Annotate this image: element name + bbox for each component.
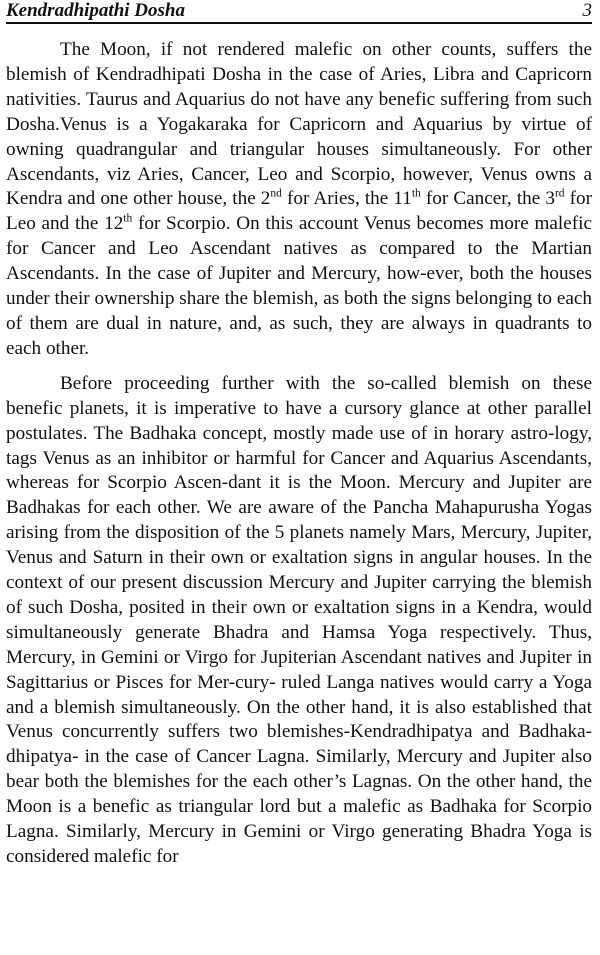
ordinal-superscript: th: [411, 188, 421, 201]
ordinal-superscript: rd: [554, 188, 565, 201]
page-number: 3: [582, 0, 592, 21]
body-text: [6, 38, 592, 870]
paragraph-text: for Scorpio. On this account Venus becomes more malefic for Cancer and Leo Ascendant natives as compared to the Martian Ascendants. In the case of Jupiter and Mercury, how-ever, both the houses under their ownership share the blemish, as both the signs belonging to each of them are dual in nature, and, as such, they are always in quadrants to each other.: [6, 213, 592, 359]
body-paragraph-1: [6, 38, 592, 362]
paragraph-text: Before proceeding further with the so-called blemish on these benefic planets, it is imperative to have a cursory glance at other parallel postulates. The Badhaka concept, mostly made use of in horary astro-logy, tags Venus as an inhibitor or harmful for Cancer and Aquarius Ascendants, whereas for Scorpio Ascen-dant it is the Moon. Mercury and Jupiter are Badhakas for each other. We are aware of the Pancha Mahapurusha Yogas arising from the disposition of the 5 planets namely Mars, Mercury, Jupiter, Venus and Saturn in their own or exaltation signs in angular houses. In the context of our present discussion Mercury and Jupiter carrying the blemish of such Dosha, posited in their own or exaltation signs in a Kendra, would simultaneously generate Bhadra and Hamsa Yoga respectively. Thus, Mercury, in Gemini or Virgo for Jupiterian Ascendant natives and Jupiter in Sagittarius or Pisces for Mer-cury- ruled Langa natives would carry a Yoga and a blemish simultaneously. On the other hand, it is also established that Venus concurrently suffers two blemishes-Kendradhipatya and Badhaka-dhipatya- in the case of Cancer Lagna. Similarly, Mercury and Jupiter also bear both the blemishes for the each other’s Lagnas. On the other hand, the Moon is a benefic as triangular lord but a malefic as Badhaka for Scorpio Lagna. Similarly, Mercury in Gemini or Virgo generating Bhadra Yoga is considered malefic for: [6, 372, 592, 867]
body-paragraph-2: [6, 372, 592, 870]
ordinal-superscript: nd: [270, 188, 282, 201]
paragraph-text: for Leo and the 12: [6, 188, 592, 235]
page-header: [6, 0, 592, 24]
paragraph-text: The Moon, if not rendered malefic on other counts, suffers the blemish of Kendradhipati Dosha in the case of Aries, Libra and Capricorn nativities. Taurus and Aquarius do not have any benefic suffering from such Dosha.Venus is a Yogakaraka for Capricorn and Aquarius by virtue of owning quadrangular and triangular houses simultaneously. For other Ascendants, viz Aries, Cancer, Leo and Scorpio, however, Venus owns a Kendra and one other house, the 2: [6, 39, 592, 210]
running-head-title: Kendradhipathi Dosha: [6, 0, 185, 21]
paragraph-text: for Aries, the 11: [281, 188, 412, 210]
paragraph-text: for Cancer, the 3: [420, 188, 555, 210]
ordinal-superscript: th: [123, 212, 133, 225]
